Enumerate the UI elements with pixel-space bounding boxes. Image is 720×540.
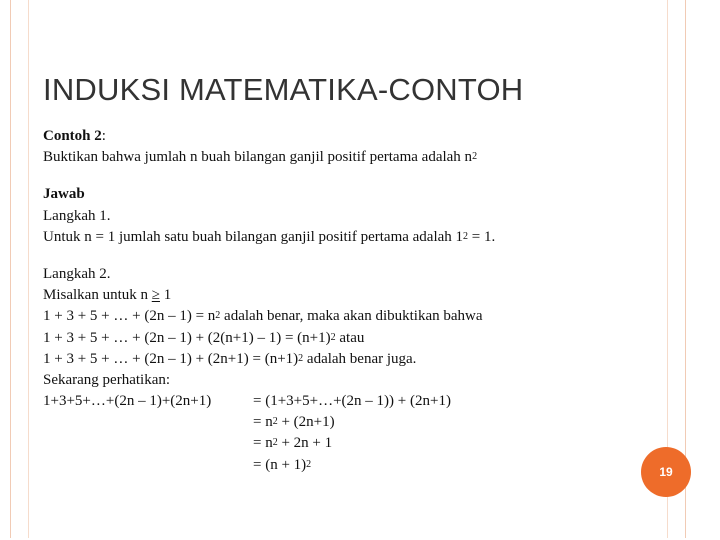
calc-step-4: = $(n + 1)^2$	[253, 456, 312, 473]
step1-text: Untuk n = 1 jumlah satu buah bilangan ganjil positif pertama adalah $1^2 = 1$.	[43, 228, 496, 245]
step2-title: Langkah 2.	[43, 265, 111, 282]
page-number-badge: 19	[641, 447, 691, 497]
answer-heading: Jawab	[43, 186, 85, 203]
calc-step-1: 1+3+5+…+(2n – 1)+(2n+1) = (1+3+5+…+(2n – 1)) + (2n+1)	[43, 393, 451, 410]
example-heading: Contoh 2:	[43, 128, 106, 144]
step1-title: Langkah 1.	[43, 207, 111, 224]
calc-step-2: = $n^2 + (2n+1)$	[253, 414, 335, 431]
slide-body	[43, 126, 495, 476]
assumption: Misalkan untuk n ≥ 1	[43, 287, 172, 304]
hypothesis-line: 1 + 3 + 5 + … + $(2n - 1) = n^2$ adalah benar, maka akan dibuktikan bahwa	[43, 308, 483, 325]
slide-title: INDUKSI MATEMATIKA-CONTOH	[43, 72, 524, 107]
goal-line: 1 + 3 + 5 + … + $(2n - 1) + (2(n+1) - 1) = (n+1)^2$ atau	[43, 329, 365, 346]
notice-line: Sekarang perhatikan:	[43, 371, 171, 388]
example-statement: Buktikan bahwa jumlah n buah bilangan ganjil positif pertama adalah $n^2$	[43, 149, 478, 166]
calc-step-3: = $n^2 + 2n + 1$	[253, 435, 333, 452]
goal-line-simplified: 1 + 3 + 5 + … + $(2n - 1) + (2n+1) = (n+1)^2$ adalah benar juga.	[43, 350, 417, 367]
